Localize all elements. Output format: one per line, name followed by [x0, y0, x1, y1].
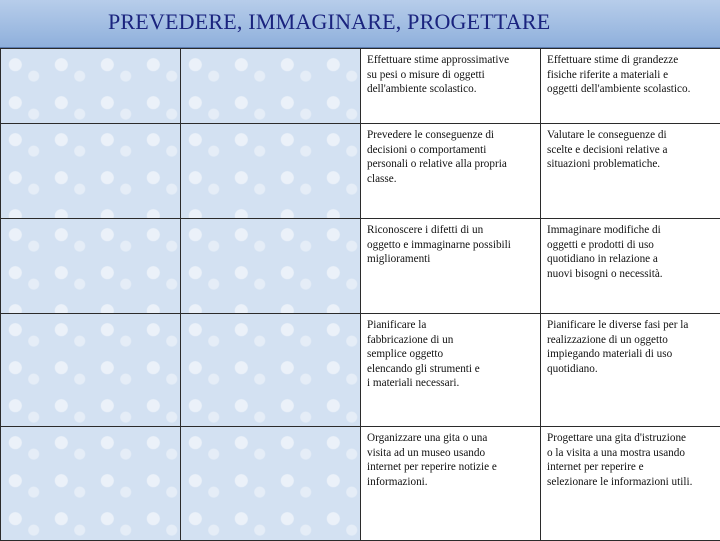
objective-cell: Valutare le conseguenze di scelte e decisioni relative a situazioni problematiche.	[541, 124, 720, 219]
page-title: PREVEDERE, IMMAGINARE, PROGETTARE	[108, 9, 550, 35]
objective-cell: Prevedere le conseguenze di decisioni o comportamenti personali o relative alla propria classe.	[361, 124, 541, 219]
empty-cell	[1, 219, 181, 314]
table-row	[1, 124, 720, 219]
objective-cell: Pianificare le diverse fasi per la realizzazione di un oggetto impiegando materiali di uso quotidiano.	[541, 314, 720, 427]
curriculum-table	[0, 48, 720, 541]
empty-cell	[181, 427, 361, 541]
objective-cell: Pianificare la fabbricazione di un semplice oggetto elencando gli strumenti e i materiali necessari.	[361, 314, 541, 427]
table-row	[1, 219, 720, 314]
table-row	[1, 314, 720, 427]
empty-cell	[181, 314, 361, 427]
empty-cell	[1, 314, 181, 427]
table-row	[1, 427, 720, 541]
objective-cell: Organizzare una gita o una visita ad un museo usando internet per reperire notizie e informazioni.	[361, 427, 541, 541]
objective-cell: Effettuare stime di grandezze fisiche riferite a materiali e oggetti dell'ambiente scolastico.	[541, 49, 720, 124]
title-bar	[0, 0, 720, 48]
table-row	[1, 49, 720, 124]
empty-cell	[181, 219, 361, 314]
empty-cell	[1, 124, 181, 219]
empty-cell	[1, 49, 181, 124]
objective-cell: Immaginare modifiche di oggetti e prodotti di uso quotidiano in relazione a nuovi bisogni o necessità.	[541, 219, 720, 314]
objective-cell: Progettare una gita d'istruzione o la visita a una mostra usando internet per reperire e selezionare le informazioni utili.	[541, 427, 720, 541]
empty-cell	[181, 124, 361, 219]
empty-cell	[1, 427, 181, 541]
objective-cell: Riconoscere i difetti di un oggetto e immaginarne possibili miglioramenti	[361, 219, 541, 314]
empty-cell	[181, 49, 361, 124]
objective-cell: Effettuare stime approssimative su pesi o misure di oggetti dell'ambiente scolastico.	[361, 49, 541, 124]
